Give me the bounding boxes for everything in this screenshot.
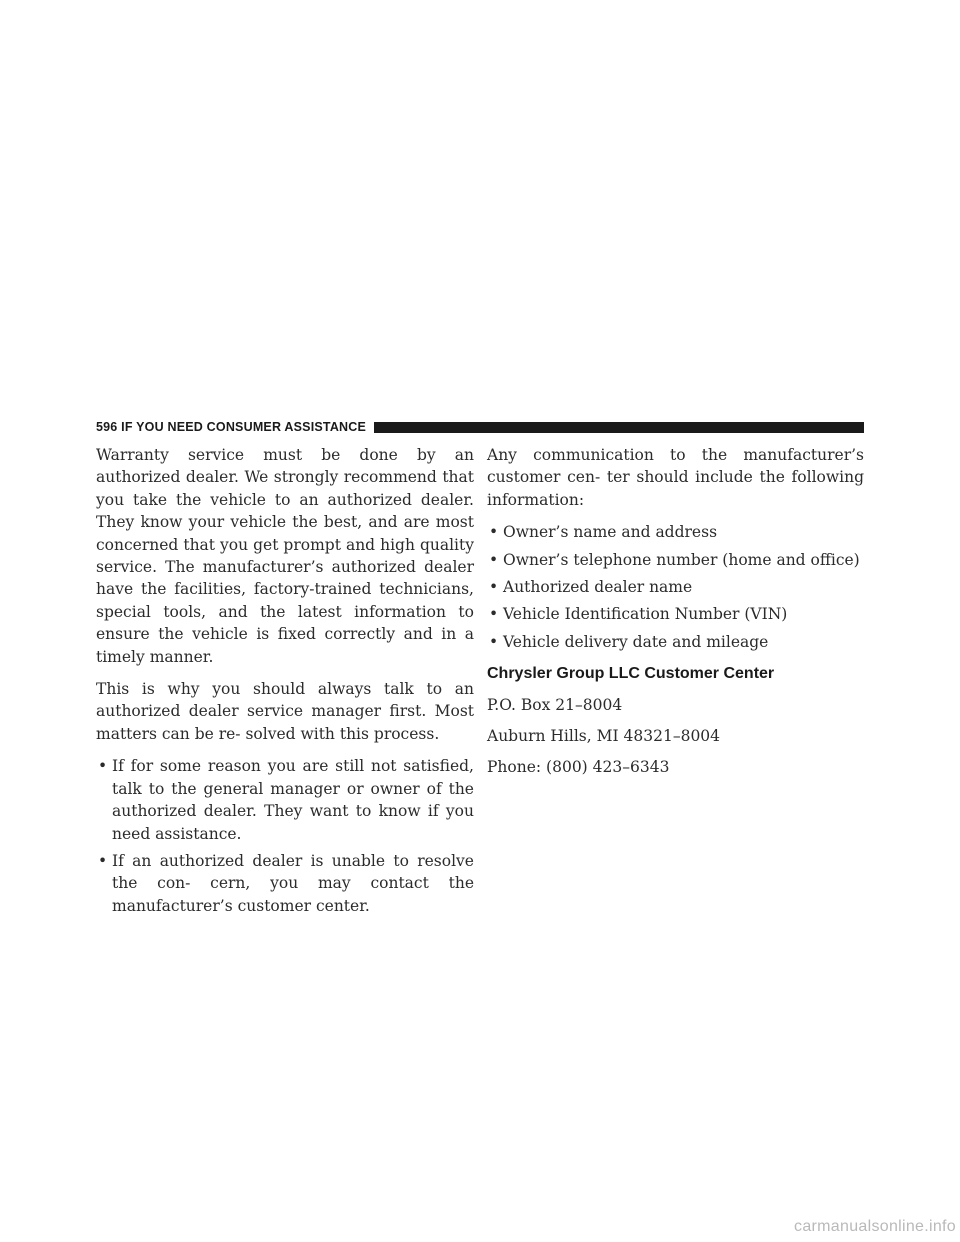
left-column: [96, 444, 474, 927]
bullet-icon: •: [98, 851, 108, 870]
section-title-header: IF YOU NEED CONSUMER ASSISTANCE: [121, 420, 367, 434]
bullet-icon: •: [489, 523, 499, 542]
bullet-icon: •: [489, 550, 499, 569]
paragraph: This is why you should always talk to an authorized dealer service manager first. Most matters can be re- solved with this process.: [96, 680, 474, 743]
phone-line: Phone: (800) 423–6343: [487, 758, 670, 777]
contact-heading: Chrysler Group LLC Customer Center: [487, 665, 775, 683]
header-text: [96, 420, 374, 434]
list-item: • Vehicle Identification Number (VIN): [487, 603, 864, 625]
right-column: [487, 444, 864, 788]
list-item: • Authorized dealer name: [487, 576, 864, 598]
bullet-icon: •: [489, 605, 499, 624]
header-rule: [374, 422, 864, 433]
address-line: Auburn Hills, MI 48321–8004: [487, 727, 721, 746]
page-number: 596: [96, 420, 118, 434]
bullet-icon: •: [489, 632, 499, 651]
bullet-list: [487, 521, 864, 653]
list-item: • If for some reason you are still not satisfied, talk to the general manager or owner of the authorized dealer. They want to know if you need assistance.: [98, 757, 474, 843]
list-item: • Vehicle delivery date and mileage: [487, 631, 864, 653]
list-item: • Owner’s telephone number (home and office): [487, 549, 864, 571]
address-line: P.O. Box 21–8004: [487, 695, 623, 714]
paragraph: Any communication to the manufacturer’s customer cen- ter should include the following information:: [487, 446, 864, 509]
paragraph: Warranty service must be done by an authorized dealer. We strongly recommend that you take the vehicle to an authorized dealer. They know your vehicle the best, and are most concerned that you get prompt and high quality service. The manufacturer’s authorized dealer have the facilities, factory-trained technicians, special tools, and the latest information to ensure the vehicle is fixed correctly and in a timely manner.: [96, 446, 474, 666]
bullet-list: [96, 755, 474, 917]
bullet-icon: •: [489, 578, 499, 597]
bullet-icon: •: [98, 757, 108, 776]
watermark: carmanualsonline.info: [794, 1218, 956, 1235]
list-item: • If an authorized dealer is unable to resolve the con- cern, you may contact the manufacturer’s customer center.: [98, 851, 474, 915]
running-header: [96, 420, 864, 434]
list-item: • Owner’s name and address: [487, 521, 864, 543]
